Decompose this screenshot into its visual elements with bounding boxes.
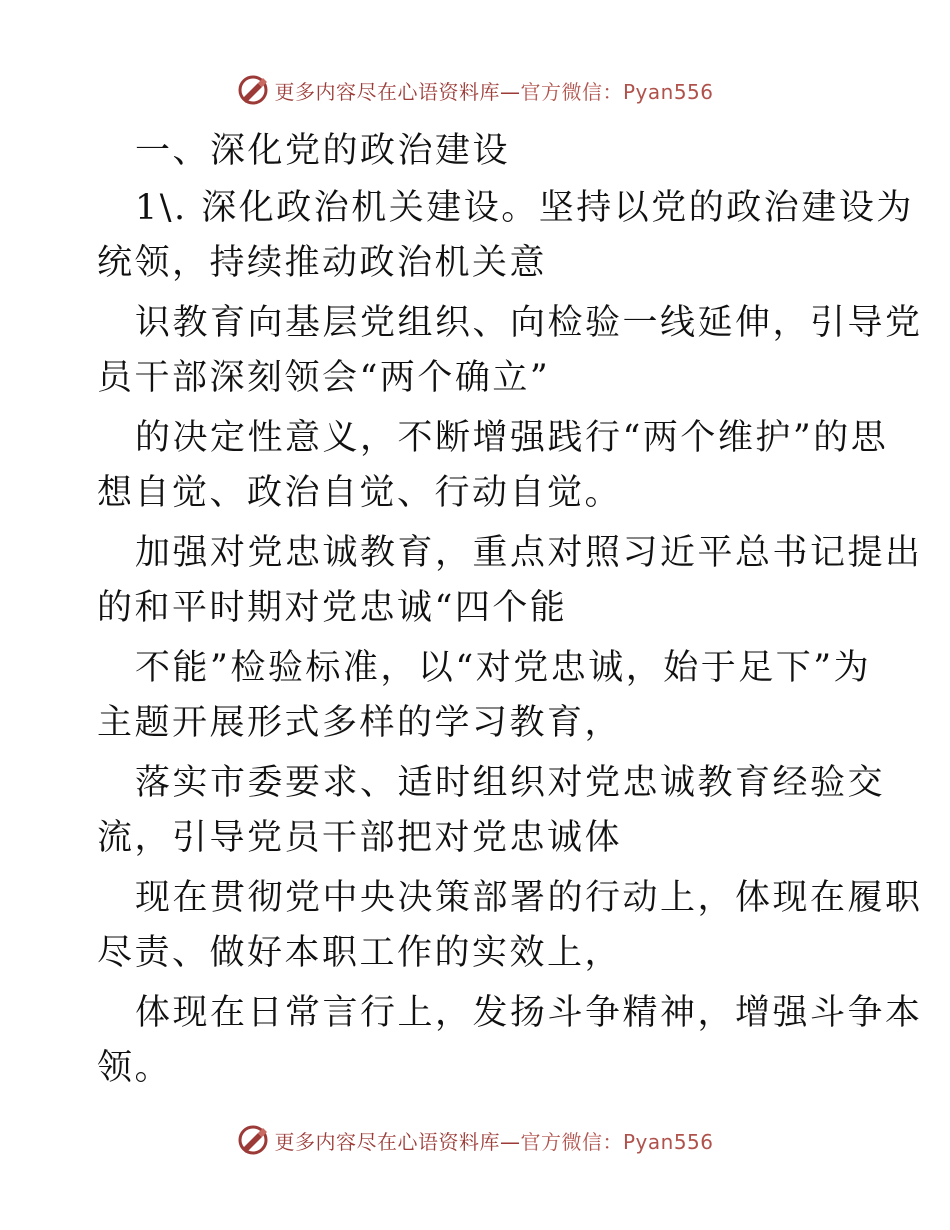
body-line: 体现在日常言行上，发扬斗争精神，增强斗争本 xyxy=(135,993,923,1033)
pen-swirl-logo-icon xyxy=(236,73,270,107)
body-line: 1\. 深化政治机关建设。坚持以党的政治建设为 xyxy=(135,188,914,228)
watermark-text xyxy=(274,1126,713,1155)
body-line: 统领，持续推动政治机关意 xyxy=(97,243,548,283)
watermark-brand: 更多内容尽在心语资料库 xyxy=(274,79,500,104)
pen-swirl-logo-icon xyxy=(236,1123,270,1157)
bottom-watermark-banner xyxy=(0,1120,950,1160)
body-line: 不能”检验标准，以“对党忠诚，始于足下”为 xyxy=(135,648,872,688)
body-line: 主题开展形式多样的学习教育， xyxy=(97,703,623,743)
body-line: 加强对党忠诚教育，重点对照习近平总书记提出 xyxy=(135,533,923,573)
body-line: 领。 xyxy=(97,1048,173,1088)
body-line: 流，引导党员干部把对党忠诚体 xyxy=(97,818,623,858)
watermark-separator: — xyxy=(499,1129,521,1154)
body-line: 想自觉、政治自觉、行动自觉。 xyxy=(97,473,623,513)
watermark-separator: — xyxy=(499,79,521,104)
body-line: 识教育向基层党组织、向检验一线延伸，引导党 xyxy=(135,303,923,343)
watermark-wechat-label: 官方微信： xyxy=(520,79,623,104)
watermark-wechat-id: Pyan556 xyxy=(622,1129,714,1154)
body-line: 的和平时期对党忠诚“四个能 xyxy=(97,588,568,628)
watermark-brand: 更多内容尽在心语资料库 xyxy=(274,1129,500,1154)
body-line: 尽责、做好本职工作的实效上， xyxy=(97,933,623,973)
body-line: 员干部深刻领会“两个确立” xyxy=(97,358,551,398)
top-watermark-banner xyxy=(0,70,950,110)
watermark-text xyxy=(274,76,713,105)
section-heading: 一、深化党的政治建设 xyxy=(135,131,511,171)
watermark-wechat-label: 官方微信： xyxy=(520,1129,623,1154)
watermark-wechat-id: Pyan556 xyxy=(622,79,714,104)
body-line: 现在贯彻党中央决策部署的行动上，体现在履职 xyxy=(135,878,923,918)
body-line: 的决定性意义，不断增强践行“两个维护”的思 xyxy=(135,418,889,458)
body-line: 落实市委要求、适时组织对党忠诚教育经验交 xyxy=(135,763,886,803)
